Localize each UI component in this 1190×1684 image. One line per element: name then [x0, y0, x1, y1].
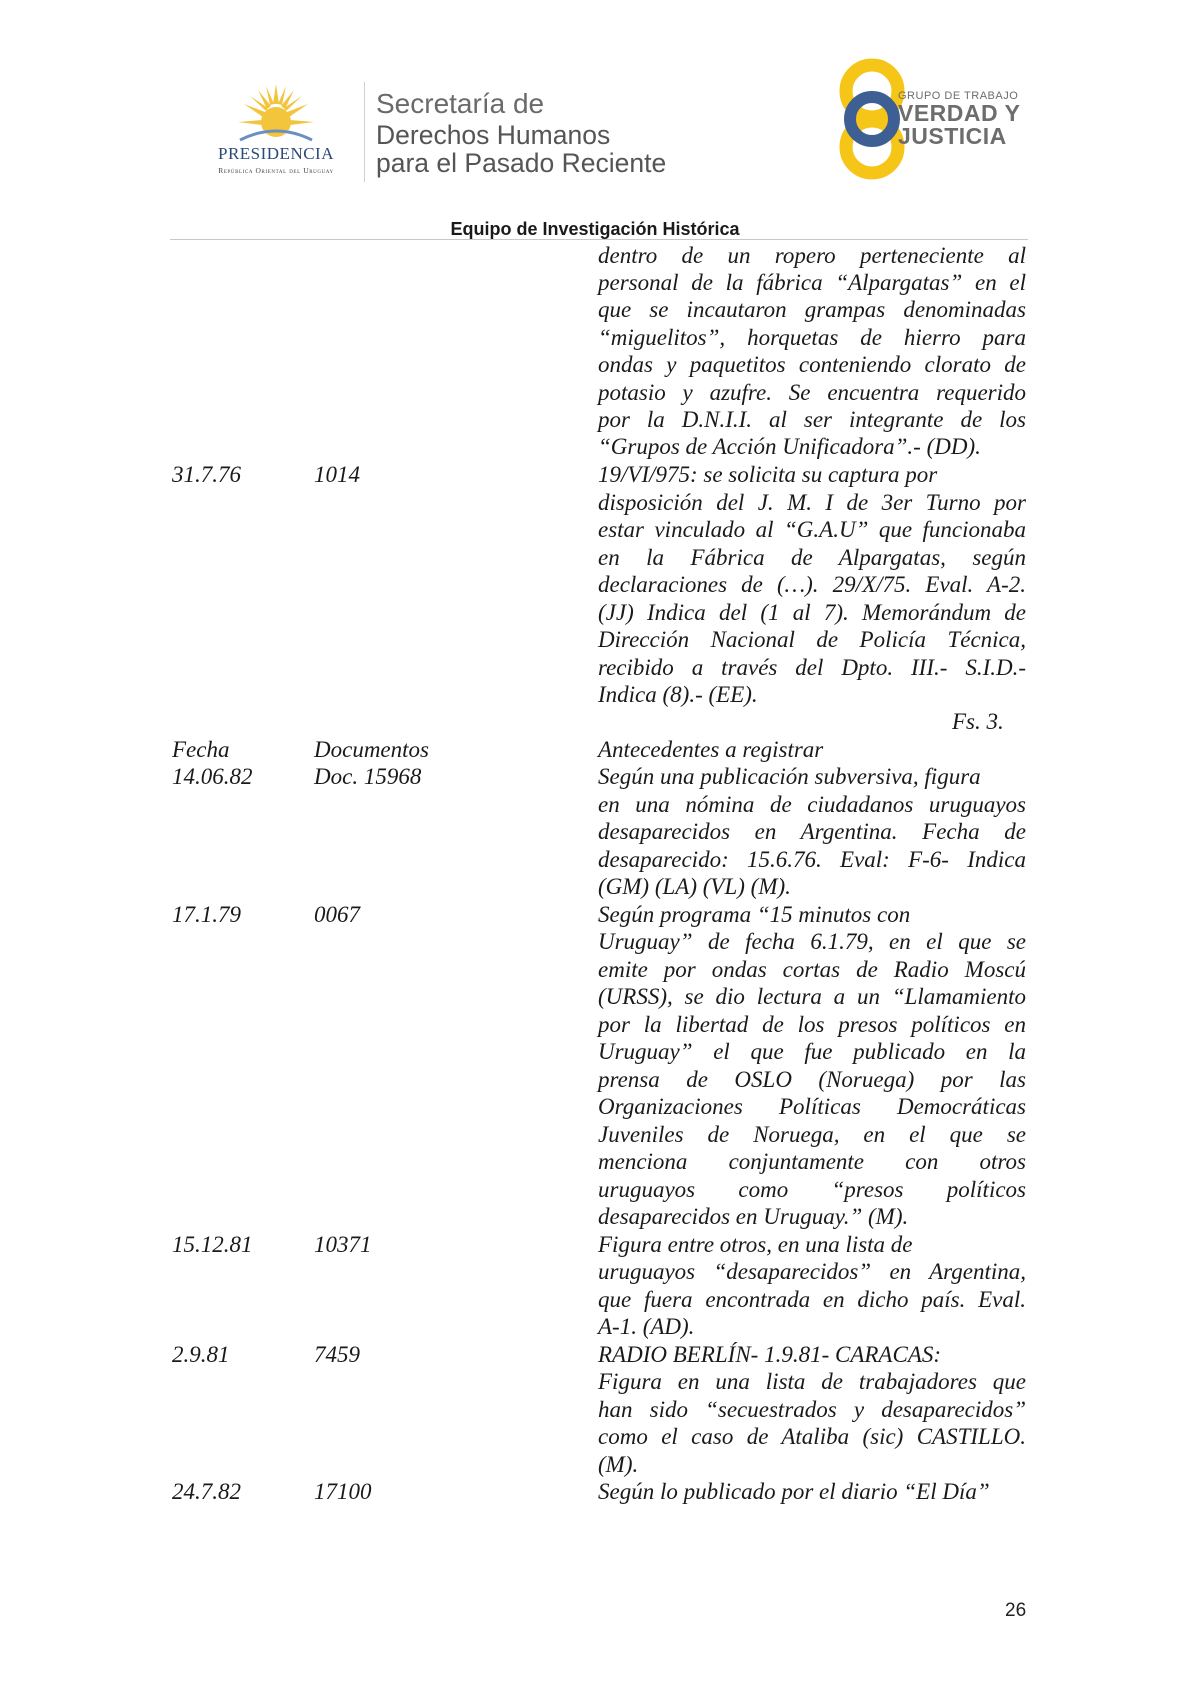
text-line: uruguayos “desaparecidos” en Argentina,: [598, 1259, 1026, 1284]
text-line: por la libertad de los presos políticos en: [598, 1012, 1026, 1037]
presidencia-subtitle: República Oriental del Uruguay: [218, 166, 334, 175]
text-line: (GM) (LA) (VL) (M).: [598, 874, 791, 899]
text-line: desaparecidos en Argentina. Fecha de: [598, 819, 1026, 844]
text-line: “Grupos de Acción Unificadora”.- (DD).: [598, 434, 981, 459]
presidencia-logo: [198, 82, 354, 182]
text-line: que fuera encontrada en dicho país. Eval.: [598, 1287, 1026, 1312]
text-line: potasio y azufre. Se encuentra requerido: [598, 380, 1026, 405]
text-line: desaparecidos en Uruguay.” (M).: [598, 1204, 909, 1229]
entry-doc: 1014: [314, 462, 360, 487]
column-heading-date: Fecha: [172, 737, 230, 762]
text-line: estar vinculado al “G.A.U” que funcionaba: [598, 517, 1026, 542]
text-line: prensa de OSLO (Noruega) por las: [598, 1067, 1026, 1092]
grupo-big-1: VERDAD Y: [898, 100, 1021, 126]
text-line: RADIO BERLÍN- 1.9.81- CARACAS:: [598, 1342, 942, 1367]
text-line: por la D.N.I.I. al ser integrante de los: [598, 407, 1026, 432]
text-line: Uruguay” de fecha 6.1.79, en el que se: [598, 929, 1026, 954]
page-number: 26: [1005, 1600, 1027, 1621]
text-line: recibido a través del Dpto. III.- S.I.D.-: [598, 655, 1026, 680]
text-line: Figura en una lista de trabajadores que: [598, 1369, 1026, 1394]
text-line: ondas y paquetitos conteniendo clorato de: [598, 352, 1026, 377]
page-header: [0, 0, 1190, 250]
entry-doc: 7459: [314, 1342, 360, 1367]
text-line: han sido “secuestrados y desaparecidos”: [598, 1397, 1026, 1422]
header-rule: [170, 239, 1028, 240]
text-line: menciona conjuntamente con otros: [598, 1149, 1026, 1174]
text-line: Uruguay” el que fue publicado en la: [598, 1039, 1026, 1064]
text-line: declaraciones de (…). 29/X/75. Eval. A-2.: [598, 572, 1026, 597]
text-line: Organizaciones Políticas Democráticas: [598, 1094, 1026, 1119]
secretaria-line-3: para el Pasado Reciente: [376, 148, 667, 178]
secretaria-line-1: Secretaría de: [376, 88, 545, 119]
text-line: personal de la fábrica “Alpargatas” en el: [598, 270, 1026, 295]
entry-date: 15.12.81: [172, 1232, 253, 1257]
text-line: “miguelitos”, horquetas de hierro para: [598, 325, 1026, 350]
text-line: A-1. (AD).: [598, 1314, 695, 1339]
team-title: Equipo de Investigación Histórica: [450, 219, 740, 239]
header-divider: [364, 82, 365, 182]
text-line: Dirección Nacional de Policía Técnica,: [598, 627, 1026, 652]
text-line: Juveniles de Noruega, en el que se: [598, 1122, 1026, 1147]
column-heading-documents: Documentos: [314, 737, 429, 762]
text-line: dentro de un ropero perteneciente al: [598, 243, 1026, 268]
entry-date: 31.7.76: [172, 462, 241, 487]
text-line: Figura entre otros, en una lista de: [598, 1232, 913, 1257]
secretaria-title: [376, 90, 666, 177]
text-line: en una nómina de ciudadanos uruguayos: [598, 792, 1026, 817]
column-heading-records: Antecedentes a registrar: [598, 737, 824, 762]
secretaria-line-2: Derechos Humanos: [376, 120, 611, 150]
text-line: en la Fábrica de Alpargatas, según: [598, 545, 1026, 570]
text-line: (URSS), se dio lectura a un “Llamamiento: [598, 984, 1026, 1009]
presidencia-name: PRESIDENCIA: [217, 144, 334, 163]
text-line: disposición del J. M. I de 3er Turno por: [598, 490, 1026, 515]
entry-date: 24.7.82: [172, 1479, 241, 1504]
grupo-big-2: JUSTICIA: [898, 123, 1007, 149]
entry-date: 2.9.81: [172, 1342, 230, 1367]
text-line: emite por ondas cortas de Radio Moscú: [598, 957, 1026, 982]
entry-doc: 17100: [314, 1479, 372, 1504]
text-line: (JJ) Indica del (1 al 7). Memorándum de: [598, 600, 1026, 625]
text-line: desaparecido: 15.6.76. Eval: F-6- Indica: [598, 847, 1026, 872]
verdad-justicia-text: [898, 90, 1020, 148]
folio-number: Fs. 3.: [952, 709, 1004, 734]
text-line: Según una publicación subversiva, figura: [598, 764, 981, 789]
text-line: Según programa “15 minutos con: [598, 902, 911, 927]
entry-doc: Doc. 15968: [314, 764, 422, 789]
text-line: Indica (8).- (EE).: [598, 682, 758, 707]
entry-date: 14.06.82: [172, 764, 253, 789]
text-line: como el caso de Ataliba (sic) CASTILLO.: [598, 1424, 1026, 1449]
entry-date: 17.1.79: [172, 902, 241, 927]
entry-doc: 0067: [314, 902, 360, 927]
text-line: (M).: [598, 1452, 639, 1477]
entry-doc: 10371: [314, 1232, 372, 1257]
text-line: 19/VI/975: se solicita su captura por: [598, 462, 938, 487]
text-line: Según lo publicado por el diario “El Día”: [598, 1479, 990, 1504]
grupo-small: GRUPO DE TRABAJO: [898, 90, 1019, 102]
sun-icon: [236, 82, 316, 142]
text-line: uruguayos como “presos políticos: [598, 1177, 1026, 1202]
text-line: que se incautaron grampas denominadas: [598, 297, 1026, 322]
